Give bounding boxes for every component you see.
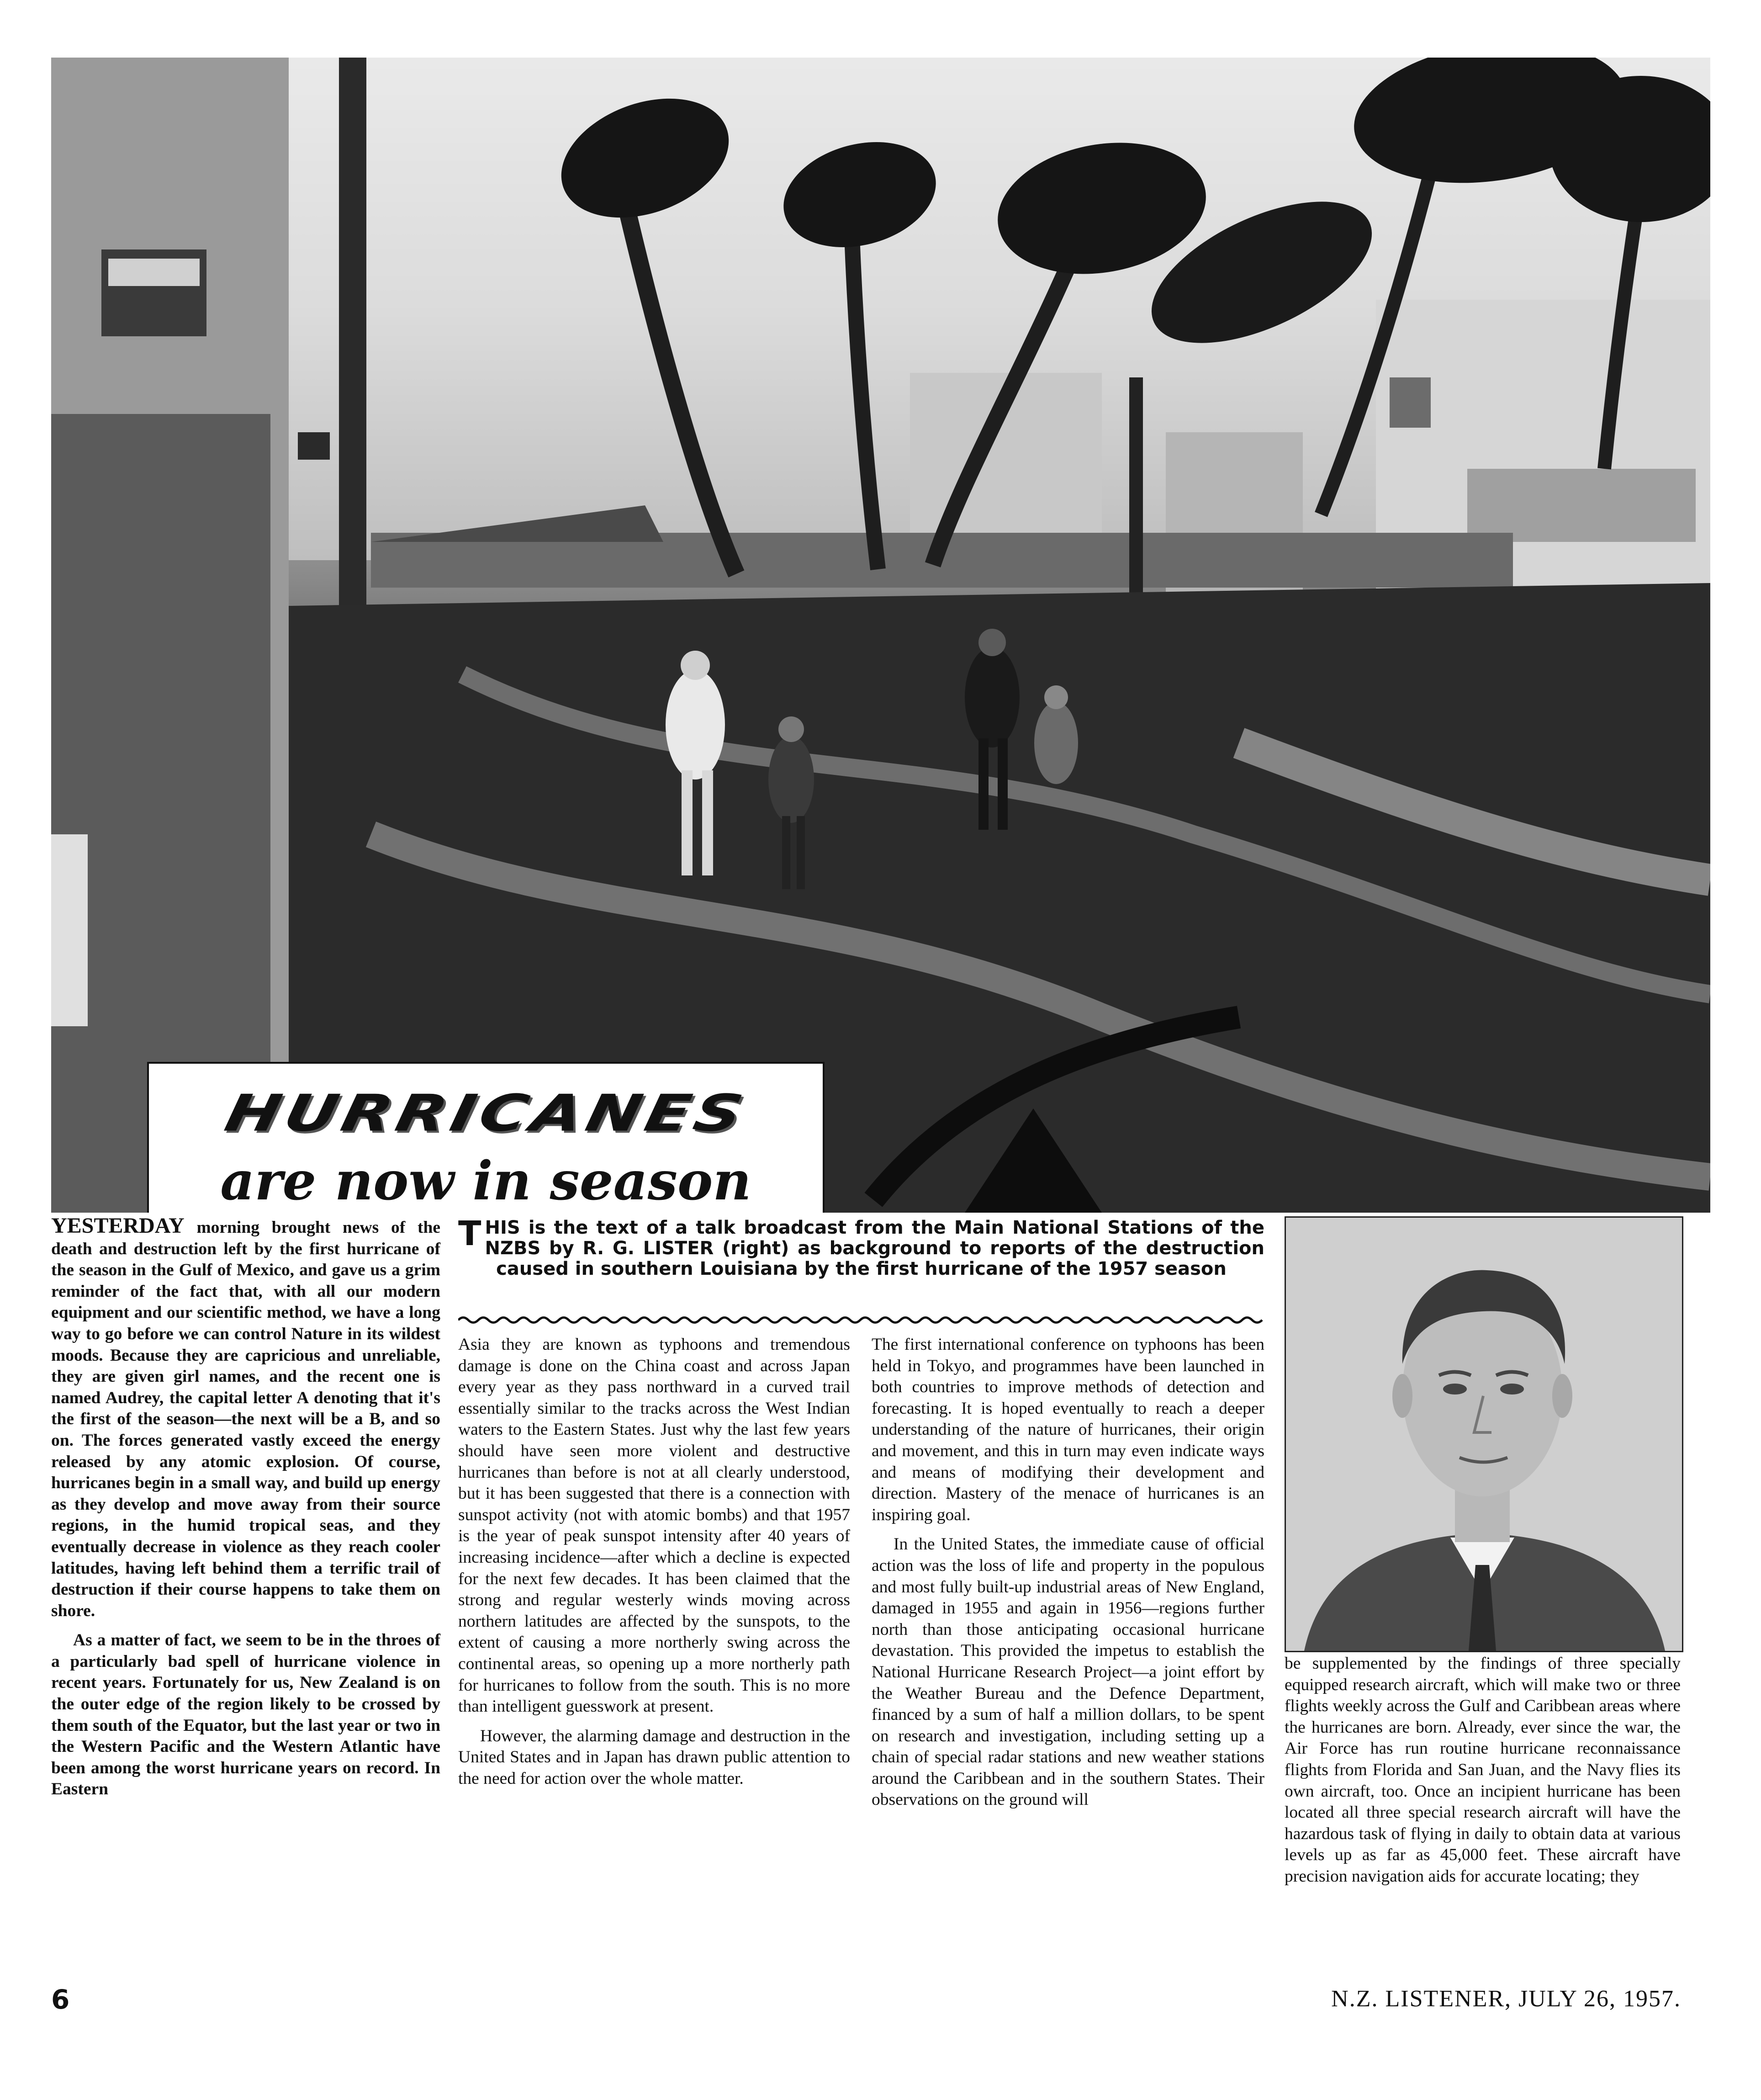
article-column-2 [458, 1334, 850, 1798]
column-1-paragraph-1 [51, 1215, 440, 1622]
article-column-1 [51, 1215, 440, 1808]
wavy-divider [458, 1315, 1264, 1325]
column-1-paragraph-2: As a matter of fact, we seem to be in the throes of a particularly bad spell of hurricane violence in recent years. Fortunately for us, New Zealand is on the outer edge of the region likely to be crossed by them south of the Equator, but the last year or two in the Western Pacific and the Western Atlantic have been among the worst hurricane years on record. In Eastern [51, 1631, 440, 1799]
headline-subtitle: are now in season [220, 1150, 751, 1213]
article-column-3 [872, 1334, 1264, 1819]
intro-text: HIS is the text of a talk broadcast from the Main National Stations of the NZBS by R. G. LISTER (right) as background to reports of the destruction caused in southern Louisiana by the first hurricane of the 1957 season [485, 1217, 1264, 1279]
column-4-paragraph-1: be supplemented by the findings of three specially equipped research aircraft, which will make two or three flights weekly across the Gulf and Caribbean areas where the hurricanes are born. Already, ever since the war, the Air Force has run routine hurricane reconnaissance flights from Florida and San Juan, and the Navy flies its own aircraft, too. Once an incipient hurricane has been located all three special research aircraft will have the hazardous task of flying in daily to obtain data at various levels up as far as 45,000 feet. These aircraft have precision navigation aids for accurate locating; they [1285, 1654, 1681, 1886]
column-1-paragraph-1-text: morning brought news of the death and destruction left by the first hurricane of the season in the Gulf of Mexico, and gave us a grim reminder of the fact that, with all our modern equipment and our scientific method, we have a long way to go before we can control Nature in its wildest moods. Because they are capricious and unreliable, they are given girl names, and the recent one is named Audrey, the capital letter A denoting that it's the first of the season—the next will be a B, and so on. The forces generated vastly exceed the energy released by any atomic explosion. Of course, hurricanes begin in a small way, and build up energy as they develop and move away from their source regions, in the humid tropical seas, and they eventually decrease in violence as they reach cooler latitudes, having left behind them a terrific trail of destruction if their course happens to take them on shore. [51, 1218, 440, 1620]
column-2-paragraph-2: However, the alarming damage and destruction in the United States and in Japan has drawn public attention to the need for action over the whole matter. [458, 1726, 850, 1788]
page-number: 6 [51, 1984, 70, 2015]
hurricane-scene-icon [51, 58, 1710, 1213]
column-3-paragraph-1: The first international conference on typhoons has been held in Tokyo, and programmes have been launched in both countries to improve methods of detection and forecasting. It is hoped eventually to reach a deeper understanding of the nature of hurricanes, their origin and movement, and this in turn may even indicate ways and means of modifying their development and direction. Mastery of the menace of hurricanes is an inspiring goal. [872, 1335, 1264, 1524]
portrait-icon [1286, 1218, 1682, 1651]
hurricane-photograph [51, 58, 1710, 1213]
intro-dropcap: T [458, 1214, 481, 1253]
opening-word: YESTERDAY [51, 1214, 185, 1238]
publication-footer: N.Z. LISTENER, JULY 26, 1957. [1331, 1986, 1681, 2012]
headline-box [147, 1062, 825, 1213]
column-3-paragraph-2: In the United States, the immediate cause of official action was the loss of life and property in the populous and most fully built-up industrial areas of New England, damaged in 1955 and again in 1956—regions further north than those anticipating occasional hurricane devastation. This provided the impetus to establish the National Hurricane Research Project—a joint effort by the Weather Bureau and the Defence Department, financed by a sum of half a million dollars, to be spent on research and investigation, including setting up a chain of special radar stations and new weather stations around the Caribbean and in the southern States. Their observations on the ground will [872, 1535, 1264, 1809]
intro-blurb [458, 1214, 1264, 1279]
headline-title: HURRICANES [219, 1084, 752, 1143]
portrait-photograph [1285, 1216, 1683, 1652]
article-column-4 [1285, 1653, 1681, 1896]
column-2-paragraph-1: Asia they are known as typhoons and tremendous damage is done on the China coast and across Japan every year as they pass northward in a curved trail essentially similar to the tracks across the West Indian waters to the Eastern States. Just why the last few years should have seen more violent and destructive hurricanes than before is not at all clearly understood, but it has been suggested that there is a connection with sunspot activity (not with atomic bombs) and that 1957 is the year of peak sunspot intensity after 40 years of increasing incidence—after which a decline is expected for the next few decades. It has been claimed that the strong and regular westerly winds moving across northern latitudes are affected by the sunspots, to the extent of causing a more northerly swing across the continental areas, so opening up a more northerly path for hurricanes to follow from the south. This is no more than intelligent guesswork at present. [458, 1335, 850, 1716]
